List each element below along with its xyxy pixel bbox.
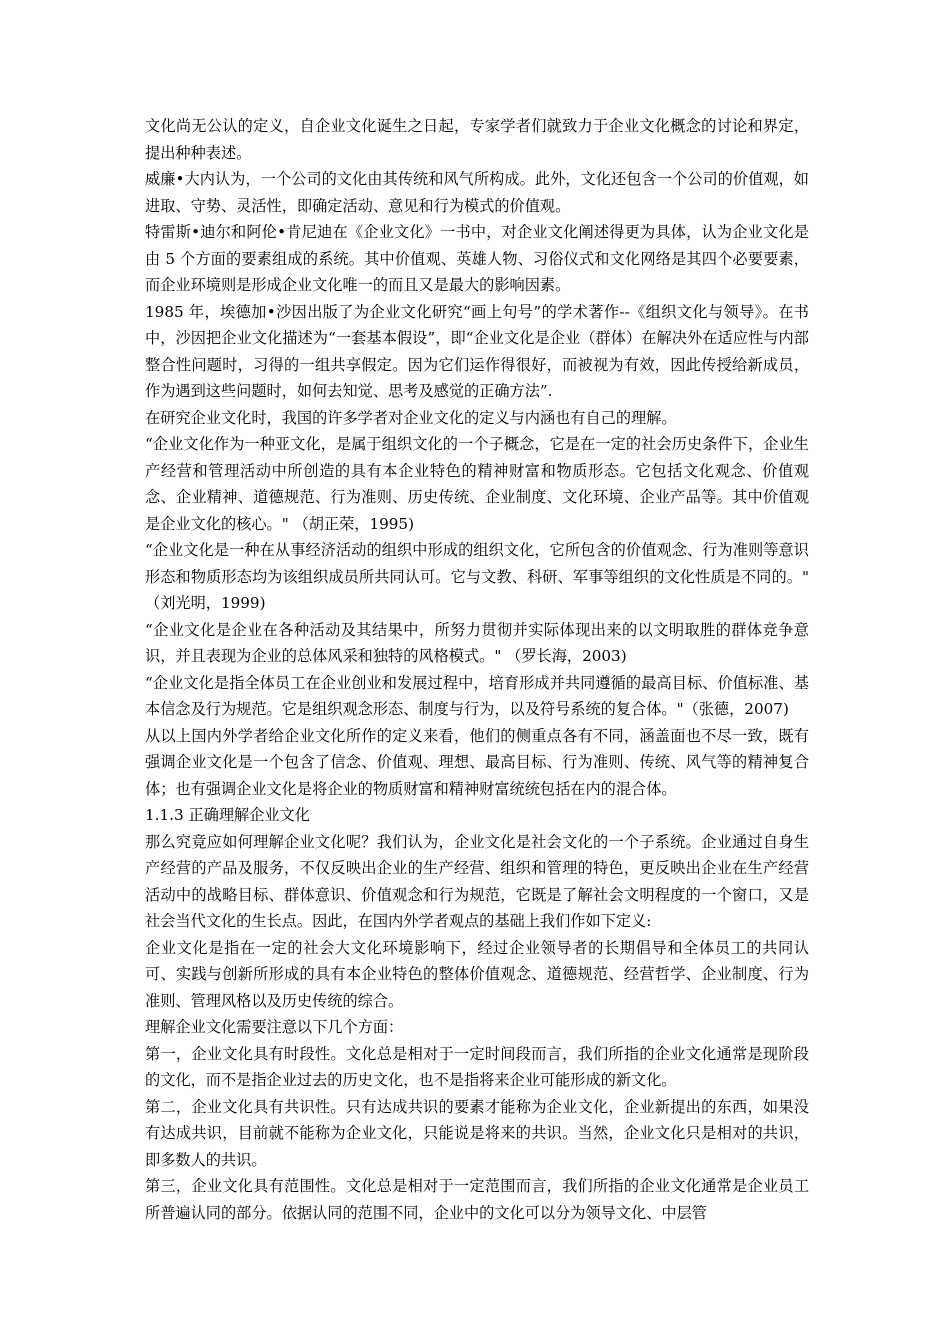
paragraph-ouchi: 威廉•大内认为，一个公司的文化由其传统和风气所构成。此外，文化还包含一个公司的价值观，如进取、守势、灵活性，即确定活动、意见和行为模式的价值观。: [145, 170, 809, 215]
section-heading: 1.1.3 正确理解企业文化: [145, 806, 310, 824]
paragraph-definition: 企业文化是指在一定的社会大文化环境影响下，经过企业领导者的长期倡导和全体员工的共同认可、实践与创新所形成的具有本企业特色的整体价值观念、道德规范、经营哲学、企业制度、行为准则、管理风格以及历史传统的综合。: [145, 938, 809, 1010]
paragraph-schein: 1985 年，埃德加•沙因出版了为企业文化研究“画上句号”的学术著作--《组织文化与领导》。在书中，沙因把企业文化描述为“一套基本假设”，即“企业文化是企业（群体）在解决外在适应性与内部整合性问题时，习得的一组共享假定。因为它们运作得很好，而被视为有效，因此传授给新成员，作为遇到这些问题时，如何去知觉、思考及感觉的正确方法”.: [145, 302, 809, 400]
paragraph-domestic-scholars: 在研究企业文化时，我国的许多学者对企业文化的定义与内涵也有自己的理解。: [145, 408, 677, 427]
paragraph-quote-luo: “企业文化是企业在各种活动及其结果中，所努力贯彻并实际体现出来的以文明取胜的群体竞争意识，并且表现为企业的总体风采和独特的风格模式。" （罗长海，2003): [145, 620, 809, 665]
paragraph-quote-liu: “企业文化是一种在从事经济活动的组织中形成的组织文化，它所包含的价值观念、行为准则等意识形态和物质形态均为该组织成员所共同认可。它与文教、科研、军事等组织的文化性质是不同的。" （刘光明，1999): [145, 541, 809, 612]
paragraph-aspects-intro: 理解企业文化需要注意以下几个方面：: [145, 1018, 404, 1036]
paragraph-deal-kennedy: 特雷斯•迪尔和阿伦•肯尼迪在《企业文化》一书中，对企业文化阐述得更为具体，认为企业文化是由 5 个方面的要素组成的系统。其中价值观、英雄人物、习俗仪式和文化网络是其四个必要要素，而企业环境则是形成企业文化唯一的而且又是最大的影响因素。: [145, 223, 809, 294]
paragraph-point-one: 第一，企业文化具有时段性。文化总是相对于一定时间段而言，我们所指的企业文化通常是现阶段的文化，而不是指企业过去的历史文化，也不是指将来企业可能形成的新文化。: [145, 1044, 809, 1089]
paragraph-quote-hu: “企业文化作为一种亚文化，是属于组织文化的一个子概念，它是在一定的社会历史条件下，企业生产经营和管理活动中所创造的具有本企业特色的精神财富和物质形态。它包括文化观念、价值观念、企业精神、道德规范、行为准则、历史传统、企业制度、文化环境、企业产品等。其中价值观是企业文化的核心。" （胡正荣，1995): [145, 435, 809, 533]
paragraph-point-three: 第三，企业文化具有范围性。文化总是相对于一定范围而言，我们所指的企业文化通常是企业员工所普遍认同的部分。依据认同的范围不同，企业中的文化可以分为领导文化、中层管: [145, 1177, 809, 1222]
paragraph-point-two: 第二，企业文化具有共识性。只有达成共识的要素才能称为企业文化，企业新提出的东西，如果没有达成共识，目前就不能称为企业文化，只能说是将来的共识。当然，企业文化只是相对的共识，即多数人的共识。: [145, 1097, 809, 1169]
document-page: [145, 113, 809, 1226]
paragraph-quote-zhang: “企业文化是指全体员工在企业创业和发展过程中，培育形成并共同遵循的最高目标、价值标准、基本信念及行为规范。它是组织观念形态、制度与行为，以及符号系统的复合体。"（张德，2007): [145, 673, 809, 718]
paragraph-intro-definition: 文化尚无公认的定义，自企业文化诞生之日起，专家学者们就致力于企业文化概念的讨论和界定，提出种种表述。: [145, 117, 809, 162]
paragraph-understanding: 那么究竟应如何理解企业文化呢？我们认为，企业文化是社会文化的一个子系统。企业通过自身生产经营的产品及服务，不仅反映出企业的生产经营、组织和管理的特色，更反映出企业在生产经营活动中的战略目标、群体意识、价值观念和行为规范，它既是了解社会文明程度的一个窗口，又是社会当代文化的生长点。因此，在国内外学者观点的基础上我们作如下定义:: [145, 832, 809, 930]
paragraph-summary: 从以上国内外学者给企业文化所作的定义来看，他们的侧重点各有不同，涵盖面也不尽一致，既有强调企业文化是一个包含了信念、价值观、理想、最高目标、行为准则、传统、风气等的精神复合体；也有强调企业文化是将企业的物质财富和精神财富统统包括在内的混合体。: [145, 726, 809, 798]
